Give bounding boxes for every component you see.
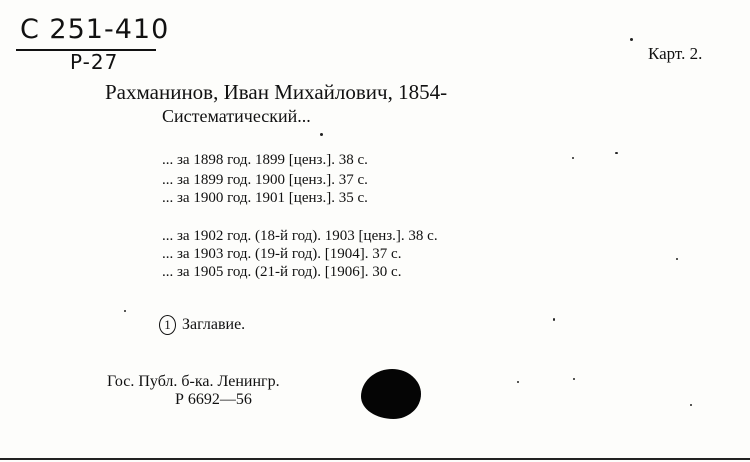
speck [676,258,678,260]
ink-blot [361,369,421,419]
speck [615,152,618,154]
speck [630,38,633,41]
note [159,315,245,335]
entry-line: ... за 1905 год. (21-й год). [1906]. 30 с. [162,264,402,280]
card-number: Карт. 2. [648,44,703,63]
entry-line: ... за 1898 год. 1899 [ценз.]. 38 с. [162,152,368,168]
entry-line: ... за 1900 год. 1901 [ценз.]. 35 с. [162,190,368,206]
entry-line: ... за 1903 год. (19-й год). [1904]. 37 с. [162,246,402,262]
card-bottom-edge [0,458,750,460]
speck [572,157,574,159]
note-text: Заглавие. [182,316,246,333]
library-code: Р 6692—56 [175,391,252,408]
speck [690,404,692,406]
title-line: Систематический... [162,106,311,126]
note-number-circle: 1 [159,315,176,335]
speck [553,318,555,321]
call-number-line1: C 251-410 [20,14,170,45]
entry-line: ... за 1902 год. (18-й год). 1903 [ценз.]. 38 с. [162,228,438,244]
library-name: Гос. Публ. б-ка. Ленингр. [107,373,280,390]
speck [124,310,126,312]
author-heading: Рахманинов, Иван Михайлович, 1854- [105,80,448,104]
speck [320,133,323,136]
call-number-line2: P-27 [70,50,119,74]
speck [573,378,575,380]
entry-line: ... за 1899 год. 1900 [ценз.]. 37 с. [162,172,368,188]
speck [517,381,519,383]
